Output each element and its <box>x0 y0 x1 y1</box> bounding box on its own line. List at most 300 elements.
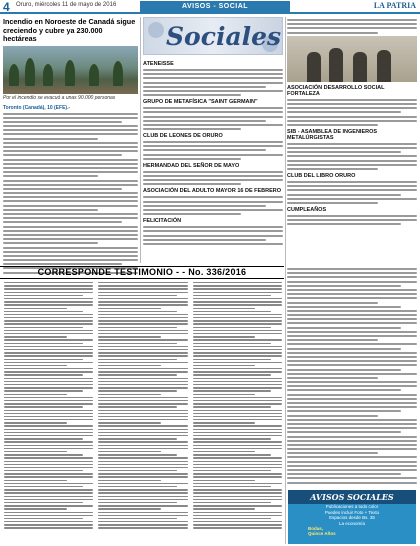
text-line <box>193 429 282 430</box>
text-line <box>98 327 177 328</box>
text-line <box>193 406 272 407</box>
text-line <box>193 384 282 385</box>
text-line <box>98 368 187 369</box>
text-line <box>4 384 93 385</box>
text-line <box>287 436 417 438</box>
text-line <box>4 346 93 347</box>
text-line <box>193 413 282 414</box>
text-line <box>98 476 187 477</box>
text-line <box>4 365 67 366</box>
text-line <box>98 515 187 516</box>
text-line <box>98 413 187 414</box>
text-line <box>287 331 417 333</box>
text-line <box>193 461 282 462</box>
text-line <box>287 394 417 396</box>
text-line <box>193 419 282 420</box>
text-line <box>4 403 93 404</box>
text-line <box>4 304 93 305</box>
text-line <box>4 518 83 519</box>
text-line <box>193 416 282 417</box>
text-line <box>193 288 282 289</box>
text-line <box>193 394 256 395</box>
text-line <box>98 521 187 522</box>
text-line <box>98 480 161 481</box>
text-line <box>4 336 67 337</box>
text-line <box>98 429 187 430</box>
text-line <box>193 314 282 315</box>
text-line <box>98 499 187 500</box>
text-line <box>4 499 93 500</box>
text-line <box>193 311 272 312</box>
text-line <box>98 502 177 503</box>
text-line <box>98 518 177 519</box>
text-line <box>193 362 282 363</box>
fire-photo <box>3 46 138 94</box>
article-heading: CLUB DE LEONES DE ORURO <box>143 133 223 140</box>
page-date: Oruro, miércoles 11 de mayo de 2016 <box>16 2 117 8</box>
article-heading: HERMANDAD DEL SEÑOR DE MAYO <box>143 162 240 169</box>
text-line <box>287 268 417 270</box>
text-line <box>193 483 282 484</box>
text-line <box>193 346 282 347</box>
text-line <box>193 301 282 302</box>
text-line <box>193 365 256 366</box>
text-line <box>98 333 187 334</box>
ad-line: Puedes incluir Foto + Texto <box>324 509 380 515</box>
text-line <box>287 318 417 320</box>
sociales-title: Sociales <box>166 22 282 51</box>
text-line <box>193 524 282 525</box>
text-line <box>4 410 93 411</box>
text-line <box>98 323 187 324</box>
article-heading: CUMPLEAÑOS <box>287 206 327 213</box>
sociales-articles <box>143 58 283 263</box>
text-line <box>287 293 417 295</box>
text-line <box>193 512 282 513</box>
text-line <box>98 483 187 484</box>
text-line <box>98 295 177 296</box>
canada-fire-article <box>3 18 138 263</box>
text-line <box>193 492 282 493</box>
text-line <box>4 464 93 465</box>
text-line <box>287 272 417 274</box>
text-line <box>287 381 417 383</box>
text-line <box>193 410 282 411</box>
text-line <box>98 394 161 395</box>
text-line <box>98 362 187 363</box>
text-line <box>4 298 93 299</box>
text-line <box>98 473 187 474</box>
text-line <box>287 452 378 454</box>
text-line <box>193 486 272 487</box>
text-line <box>4 390 83 391</box>
text-line <box>287 327 401 329</box>
text-line <box>4 394 67 395</box>
ad-line: La economía <box>338 520 366 526</box>
testimonio-body <box>4 282 282 544</box>
text-line <box>287 423 417 425</box>
text-line <box>287 431 401 433</box>
text-line <box>287 289 417 291</box>
text-line <box>98 508 161 509</box>
text-line <box>193 438 272 439</box>
section-tag: AVISOS - SOCIAL <box>140 1 290 12</box>
ad-line: Espacios desde Bs. 35 <box>329 515 375 520</box>
text-line <box>193 451 256 452</box>
text-line <box>4 308 67 309</box>
text-line <box>193 448 282 449</box>
text-line <box>4 317 93 318</box>
text-line <box>193 435 282 436</box>
text-line <box>287 360 417 362</box>
text-line <box>287 398 417 400</box>
text-line <box>98 435 187 436</box>
article-heading: ASOCIACIÓN DEL ADULTO MAYOR 16 DE FEBRERO <box>143 188 282 195</box>
text-line <box>287 385 417 387</box>
text-line <box>287 310 417 312</box>
text-line <box>193 330 282 331</box>
text-line <box>98 314 187 315</box>
text-line <box>287 377 378 379</box>
text-line <box>287 410 401 412</box>
text-line <box>4 343 83 344</box>
text-line <box>4 282 93 283</box>
article-heading: GRUPO DE METAFÍSICA "SAINT GERMAIN" <box>143 99 258 106</box>
text-line <box>193 489 282 490</box>
text-line <box>4 486 83 487</box>
text-line <box>193 333 282 334</box>
text-line <box>193 476 282 477</box>
text-line <box>4 368 93 369</box>
text-line <box>98 346 187 347</box>
text-line <box>287 461 417 463</box>
text-line <box>98 352 187 353</box>
text-line <box>287 335 417 337</box>
text-line <box>98 496 187 497</box>
text-line <box>193 327 272 328</box>
text-line <box>98 365 161 366</box>
text-line <box>98 419 187 420</box>
text-line <box>4 492 93 493</box>
text-line <box>4 355 93 356</box>
text-line <box>193 390 272 391</box>
text-line <box>98 374 177 375</box>
text-line <box>193 508 256 509</box>
text-line <box>4 327 83 328</box>
text-line <box>4 333 93 334</box>
text-line <box>98 400 187 401</box>
text-line <box>287 281 417 283</box>
article-heading: SIB - ASAMBLEA DE INGENIEROS METALÚRGISTAS <box>287 128 378 141</box>
text-line <box>193 285 282 286</box>
text-line <box>4 330 93 331</box>
text-line <box>4 508 67 509</box>
text-line <box>287 465 417 467</box>
text-line <box>287 389 401 391</box>
text-line <box>4 470 83 471</box>
text-line <box>4 416 93 417</box>
text-line <box>287 419 417 421</box>
text-line <box>4 362 93 363</box>
text-line <box>4 432 93 433</box>
text-line <box>98 416 187 417</box>
sociales-banner <box>143 17 283 55</box>
right-bottom-text <box>287 266 417 491</box>
text-line <box>193 499 282 500</box>
text-line <box>287 373 417 375</box>
text-line <box>287 406 417 408</box>
text-line <box>193 387 282 388</box>
text-line <box>98 336 161 337</box>
text-line <box>193 371 282 372</box>
text-line <box>287 306 401 308</box>
text-line <box>287 348 401 350</box>
text-line <box>4 438 83 439</box>
text-line <box>287 477 417 479</box>
text-line <box>4 515 93 516</box>
text-line <box>193 518 272 519</box>
text-line <box>287 322 417 324</box>
ad-title: AVISOS SOCIALES <box>288 490 416 504</box>
text-line <box>193 397 282 398</box>
text-line <box>193 282 282 283</box>
text-line <box>4 451 67 452</box>
text-line <box>4 448 93 449</box>
text-line <box>193 480 256 481</box>
text-line <box>98 384 187 385</box>
text-line <box>98 470 177 471</box>
newspaper-name: LA PATRIA <box>373 1 416 10</box>
text-line <box>98 448 187 449</box>
text-line <box>4 476 93 477</box>
text-line <box>98 311 177 312</box>
text-line <box>4 371 93 372</box>
text-line <box>98 410 187 411</box>
text-line <box>98 441 187 442</box>
text-line <box>98 387 187 388</box>
text-line <box>4 441 93 442</box>
text-line <box>287 402 417 404</box>
page-header <box>0 0 420 14</box>
text-line <box>98 438 177 439</box>
text-line <box>4 406 83 407</box>
text-line <box>193 323 282 324</box>
text-line <box>98 355 187 356</box>
text-line <box>193 403 282 404</box>
text-line <box>98 378 187 379</box>
text-line <box>287 473 401 475</box>
text-line <box>193 304 282 305</box>
text-line <box>98 282 187 283</box>
text-line <box>4 314 93 315</box>
text-line <box>4 445 93 446</box>
text-line <box>193 381 282 382</box>
text-line <box>193 432 282 433</box>
text-line <box>193 464 282 465</box>
text-line <box>4 454 83 455</box>
text-line <box>193 308 256 309</box>
text-line <box>98 467 187 468</box>
text-line <box>193 317 282 318</box>
ad-list-item: Quince Años <box>308 531 336 537</box>
text-line <box>4 435 93 436</box>
text-line <box>98 486 177 487</box>
text-line <box>98 425 187 426</box>
text-line <box>287 352 417 354</box>
text-line <box>287 427 417 429</box>
text-line <box>4 339 93 340</box>
text-line <box>98 308 161 309</box>
ad-line: Publicaciones a todo color <box>325 504 379 509</box>
text-line <box>193 470 272 471</box>
text-line <box>4 292 93 293</box>
article-heading: FELICITACIÓN <box>143 218 182 225</box>
text-line <box>4 323 93 324</box>
text-line <box>98 397 187 398</box>
text-line <box>193 527 282 528</box>
text-line <box>287 339 378 341</box>
text-line <box>193 473 282 474</box>
text-line <box>193 496 282 497</box>
text-line <box>4 461 93 462</box>
text-line <box>287 444 417 446</box>
text-line <box>4 378 93 379</box>
text-line <box>98 524 187 525</box>
ad-list-item: Bodas, <box>308 526 324 531</box>
text-line <box>98 288 187 289</box>
text-line <box>193 445 282 446</box>
text-line <box>4 505 93 506</box>
text-line <box>4 502 83 503</box>
article-heading: CLUB DEL LIBRO ORURO <box>287 173 356 179</box>
text-line <box>98 512 187 513</box>
photo-caption: Por el incendio se evacuó a unas 90.000 personas <box>3 94 116 101</box>
text-line <box>4 374 83 375</box>
text-line <box>193 441 282 442</box>
text-line <box>193 295 272 296</box>
text-line <box>98 304 187 305</box>
text-line <box>98 461 187 462</box>
text-line <box>193 359 272 360</box>
text-line <box>193 349 282 350</box>
text-line <box>98 390 177 391</box>
text-line <box>98 292 187 293</box>
article-headline: Incendio en Noroeste de Canadá sigue creciendo y cubre ya 230.000 hectáreas <box>3 18 138 44</box>
text-line <box>4 521 93 522</box>
text-line <box>98 489 187 490</box>
text-line <box>4 512 93 513</box>
article-heading: ASOCIACIÓN DESARROLLO SOCIAL FORTALEZA <box>287 84 385 97</box>
text-line <box>193 320 282 321</box>
text-line <box>4 285 93 286</box>
text-line <box>4 489 93 490</box>
testimonio-title: CORRESPONDE TESTIMONIO - - No. 336/2016 <box>0 266 284 279</box>
text-line <box>193 336 256 337</box>
text-line <box>4 467 93 468</box>
text-line <box>98 339 187 340</box>
page-number: 4 <box>3 0 10 14</box>
text-line <box>98 371 187 372</box>
text-line <box>287 302 378 304</box>
text-line <box>4 349 93 350</box>
text-line <box>193 521 282 522</box>
text-line <box>98 422 161 423</box>
text-line <box>287 448 417 450</box>
text-line <box>98 432 187 433</box>
text-line <box>98 343 177 344</box>
text-line <box>287 314 417 316</box>
text-line <box>98 330 187 331</box>
text-line <box>98 492 187 493</box>
text-line <box>98 454 177 455</box>
text-line <box>98 285 187 286</box>
text-line <box>98 464 187 465</box>
text-line <box>4 301 93 302</box>
article-body <box>3 113 138 274</box>
text-line <box>287 469 417 471</box>
text-line <box>193 515 282 516</box>
text-line <box>4 480 67 481</box>
article-dateline: Toronto (Canadá), 10 (EFE).- <box>3 104 71 111</box>
text-line <box>287 343 417 345</box>
text-line <box>287 415 378 417</box>
text-line <box>4 483 93 484</box>
text-line <box>287 297 417 299</box>
text-line <box>287 285 401 287</box>
text-line <box>287 369 401 371</box>
text-line <box>193 505 282 506</box>
text-line <box>287 440 417 442</box>
text-line <box>4 425 93 426</box>
text-line <box>98 457 187 458</box>
text-line <box>4 413 93 414</box>
text-line <box>287 276 417 278</box>
text-line <box>4 400 93 401</box>
social-photo <box>287 36 417 82</box>
text-line <box>193 339 282 340</box>
text-line <box>4 496 93 497</box>
avisos-sociales-ad <box>288 490 416 544</box>
text-line <box>4 527 93 528</box>
article-heading: ATENEISSE <box>143 61 174 67</box>
text-line <box>193 368 282 369</box>
text-line <box>287 456 417 458</box>
text-line <box>193 352 282 353</box>
text-line <box>98 406 177 407</box>
text-line <box>193 467 282 468</box>
text-line <box>98 505 187 506</box>
text-line <box>193 422 256 423</box>
text-line <box>98 349 187 350</box>
text-line <box>4 457 93 458</box>
text-line <box>4 311 83 312</box>
text-line <box>98 381 187 382</box>
text-line <box>193 400 282 401</box>
text-line <box>98 298 187 299</box>
right-articles <box>287 17 417 263</box>
text-line <box>98 301 187 302</box>
text-line <box>193 425 282 426</box>
text-line <box>4 288 93 289</box>
text-line <box>4 473 93 474</box>
text-line <box>98 445 187 446</box>
text-line <box>4 359 83 360</box>
text-line <box>193 298 282 299</box>
text-line <box>193 374 272 375</box>
text-line <box>4 381 93 382</box>
text-line <box>98 451 161 452</box>
text-line <box>98 527 187 528</box>
